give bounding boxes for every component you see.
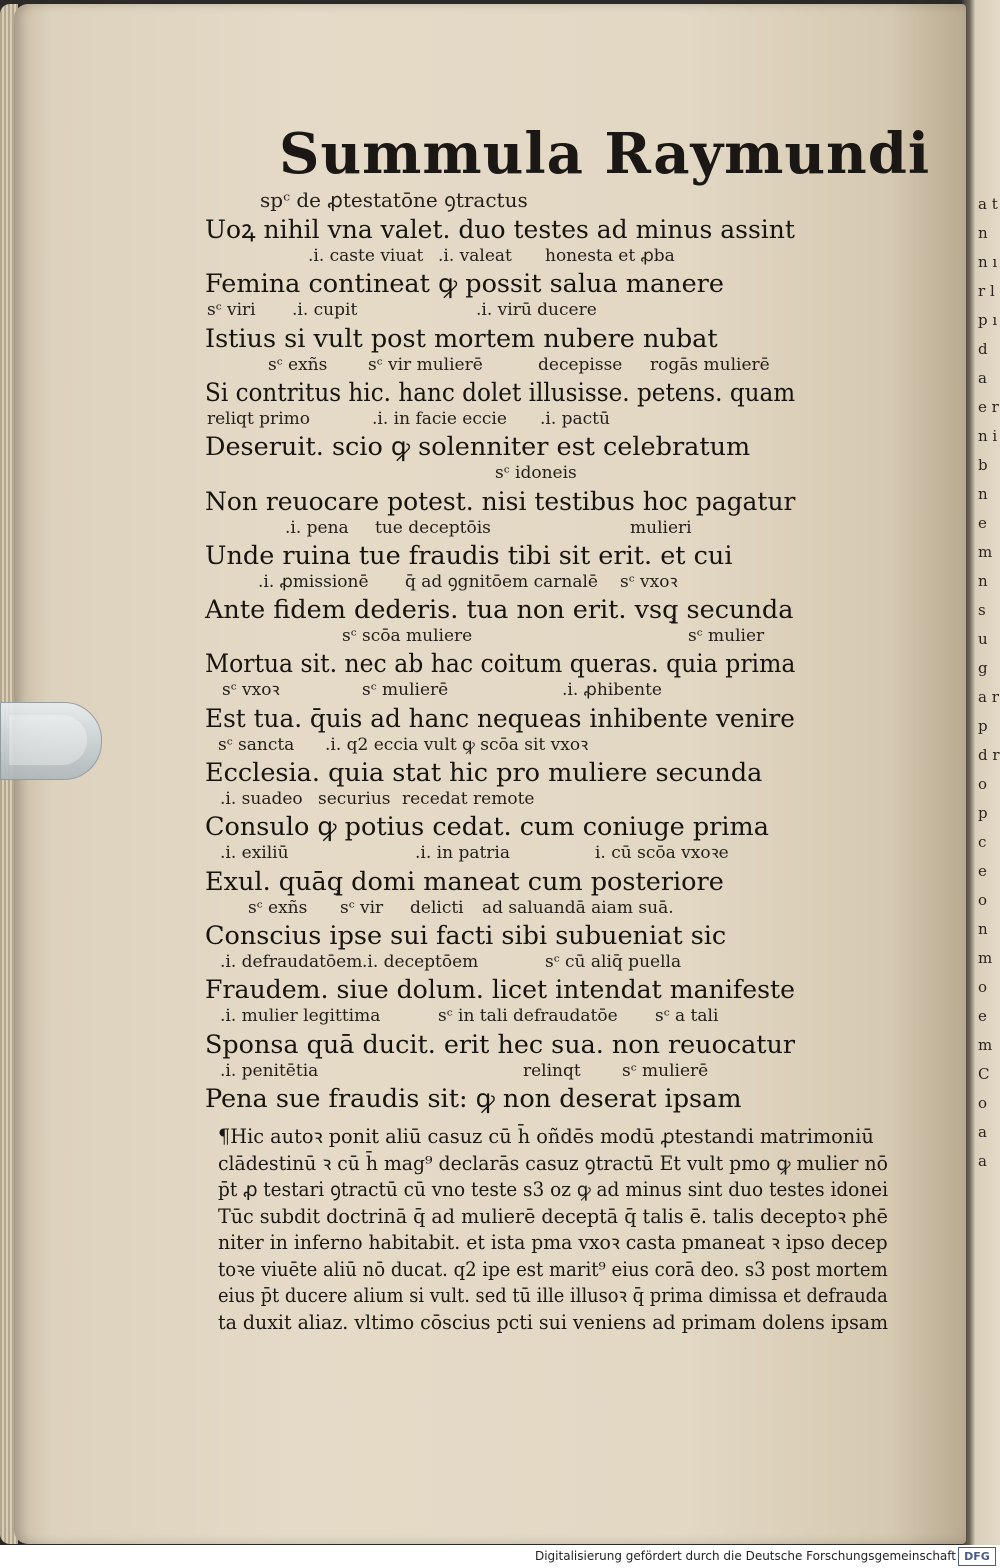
verse-line: Est tua. q̄uis ad hanc nequeas inhibente venire — [205, 703, 795, 734]
interlinear-gloss: .i. defraudatōem — [220, 951, 363, 972]
footer-credit: Digitalisierung gefördert durch die Deutsche Forschungsgemeinschaft — [534, 1549, 956, 1563]
book-clamp — [0, 702, 102, 780]
verse-line: Conscius ipse sui facti sibi subueniat sic — [205, 920, 727, 951]
interlinear-gloss: .i. virū ducere — [476, 300, 597, 321]
facing-page-text: a t n n ı r l p ı d a e r n i b n e m n s u g a r p d r o p c e o n m o e m C o a a — [978, 195, 1000, 1170]
interlinear-gloss: reliqt primo — [207, 408, 310, 429]
interlinear-gloss: .i. pactū — [540, 408, 610, 429]
interlinear-gloss: recedat remote — [402, 789, 535, 809]
verse-line: Ante fidem dederis. tua non erit. vsq̧ secunda — [205, 595, 794, 626]
interlinear-gloss: sᶜ vir — [340, 897, 384, 918]
verse-line: Uoꝝ nihil vna valet. duo testes ad minus assint — [205, 215, 795, 245]
interlinear-gloss: .i. in patria — [415, 843, 510, 864]
commentary-line: toꝛe viuēte aliū nō ducat. q2 ipe est marit⁹ eius corā deo. s3 post mortem — [218, 1257, 888, 1281]
verse-line: Deseruit. scio ꝙ solenniter est celebratum — [205, 432, 751, 463]
verse-line: Mortua sit. nec ab hac coitum queras. quia prima — [205, 649, 796, 680]
interlinear-gloss: decepisse — [538, 354, 623, 375]
interlinear-gloss: .i. deceptōem — [362, 951, 479, 972]
commentary-line: ta duxit aliaz. vltimo cōscius pcti sui veniens ad primam dolens ipsam — [218, 1310, 889, 1334]
interlinear-gloss: .i. mulier legittima — [220, 1006, 381, 1027]
commentary-line: Tūc subdit doctrinā q̄ ad mulierē deceptā q̄ talis ē. talis deceptoꝛ phē — [218, 1204, 888, 1228]
verse-line: Non reuocare potest. nisi testibus hoc pagatur — [205, 486, 796, 517]
verse-line: Consulo ꝙ potius cedat. cum coniuge prima — [205, 812, 769, 843]
verse-line: Si contritus hic. hanc dolet illusisse. petens. quam — [205, 377, 796, 408]
interlinear-gloss: .i. pena — [285, 517, 349, 538]
commentary-line: p̄t ꝓ testari ꝯtractū cū vno teste s3 oz ꝙ ad minus sint duo testes idonei — [218, 1178, 888, 1201]
interlinear-gloss: securius — [318, 789, 391, 809]
interlinear-gloss: sᶜ vir mulierē — [368, 354, 483, 375]
verse-line: Unde ruina tue fraudis tibi sit erit. et cui — [205, 540, 733, 571]
interlinear-gloss: i. cū scōa vxoꝛe — [595, 843, 729, 864]
interlinear-gloss: relinqt — [523, 1060, 581, 1081]
interlinear-gloss: sᶜ vxoꝛ — [620, 571, 678, 592]
dfg-logo: DFG — [958, 1547, 996, 1566]
interlinear-gloss: rogās mulierē — [650, 354, 770, 375]
interlinear-gloss: tue deceptōis — [375, 517, 491, 538]
interlinear-gloss: .i. ꝓhibente — [562, 680, 662, 701]
interlinear-gloss: sᶜ exñs — [248, 897, 308, 918]
interlinear-gloss: .i. valeat — [438, 246, 512, 266]
interlinear-gloss: .i. cupit — [292, 300, 358, 321]
page-title: Summula Raymundi — [279, 121, 931, 187]
interlinear-gloss: sᶜ sancta — [218, 734, 295, 755]
interlinear-gloss: delicti — [410, 897, 464, 918]
verse-line: Fraudem. siue dolum. licet intendat manifeste — [205, 975, 795, 1006]
interlinear-gloss: mulieri — [630, 517, 692, 538]
commentary-line: clādestinū ꝛ cū h̄ mag⁹ declarās casuz ꝯtractū Et vult pmo ꝙ mulier nō — [218, 1151, 888, 1175]
interlinear-gloss: sᶜ mulierē — [362, 680, 449, 701]
verse-line: Istius si vult post mortem nubere nubat — [205, 323, 718, 354]
interlinear-gloss: sᶜ in tali defraudatōe — [438, 1006, 618, 1027]
verse-line: Exul. quāq̧ domi maneat cum posteriore — [205, 866, 724, 897]
interlinear-gloss: sᶜ viri — [207, 300, 256, 321]
interlinear-gloss: sᶜ cū aliq̄ puella — [545, 951, 682, 972]
verse-line: Pena sue fraudis sit: ꝙ non deserat ipsam — [205, 1083, 742, 1114]
interlinear-gloss: sᶜ exñs — [268, 354, 328, 375]
interlinear-gloss: .i. suadeo — [220, 789, 303, 809]
verse-line: Ecclesia. quia stat hic pro muliere secunda — [205, 758, 763, 788]
interlinear-gloss: ad saluandā aiam suā. — [482, 897, 674, 918]
commentary-line: eius p̄t ducere alium si vult. sed tū ille illusoꝛ q̄ prima dimissa et defrauda — [218, 1284, 888, 1307]
interlinear-gloss: sᶜ mulier — [688, 626, 765, 647]
interlinear-gloss: .i. exiliū — [220, 843, 289, 864]
interlinear-gloss: .i. in facie eccie — [372, 408, 507, 429]
verse-line: Sponsa quā ducit. erit hec sua. non reuocatur — [205, 1029, 795, 1060]
interlinear-gloss: sᶜ vxoꝛ — [222, 680, 280, 701]
interlinear-gloss: .i. q2 eccia vult ꝙ scōa sit vxoꝛ — [325, 734, 589, 755]
subtitle-gloss: spᶜ de ꝓtestatōne ꝯtractus — [260, 188, 528, 212]
interlinear-gloss: honesta et ꝓba — [545, 246, 675, 266]
commentary-line: ¶Hic autoꝛ ponit aliū casuz cū h̄ oñdēs modū ꝓtestandi matrimoniū — [218, 1125, 874, 1148]
interlinear-gloss: sᶜ a tali — [655, 1006, 719, 1027]
interlinear-gloss: .i. ꝓmissionē — [258, 571, 369, 592]
book-page — [14, 4, 966, 1544]
interlinear-gloss: sᶜ idoneis — [495, 463, 577, 484]
verse-line: Femina contineat ꝙ possit salua manere — [205, 269, 724, 300]
interlinear-gloss: sᶜ mulierē — [622, 1060, 709, 1081]
interlinear-gloss: .i. penitētia — [220, 1060, 319, 1081]
interlinear-gloss: sᶜ scōa muliere — [342, 626, 473, 647]
interlinear-gloss: .i. caste viuat — [308, 246, 424, 266]
interlinear-gloss: q̄ ad ꝯgnitōem carnalē — [405, 571, 598, 592]
commentary-line: niter in inferno habitabit. et ista pma vxoꝛ casta pmaneat ꝛ ipso decep — [218, 1231, 888, 1254]
